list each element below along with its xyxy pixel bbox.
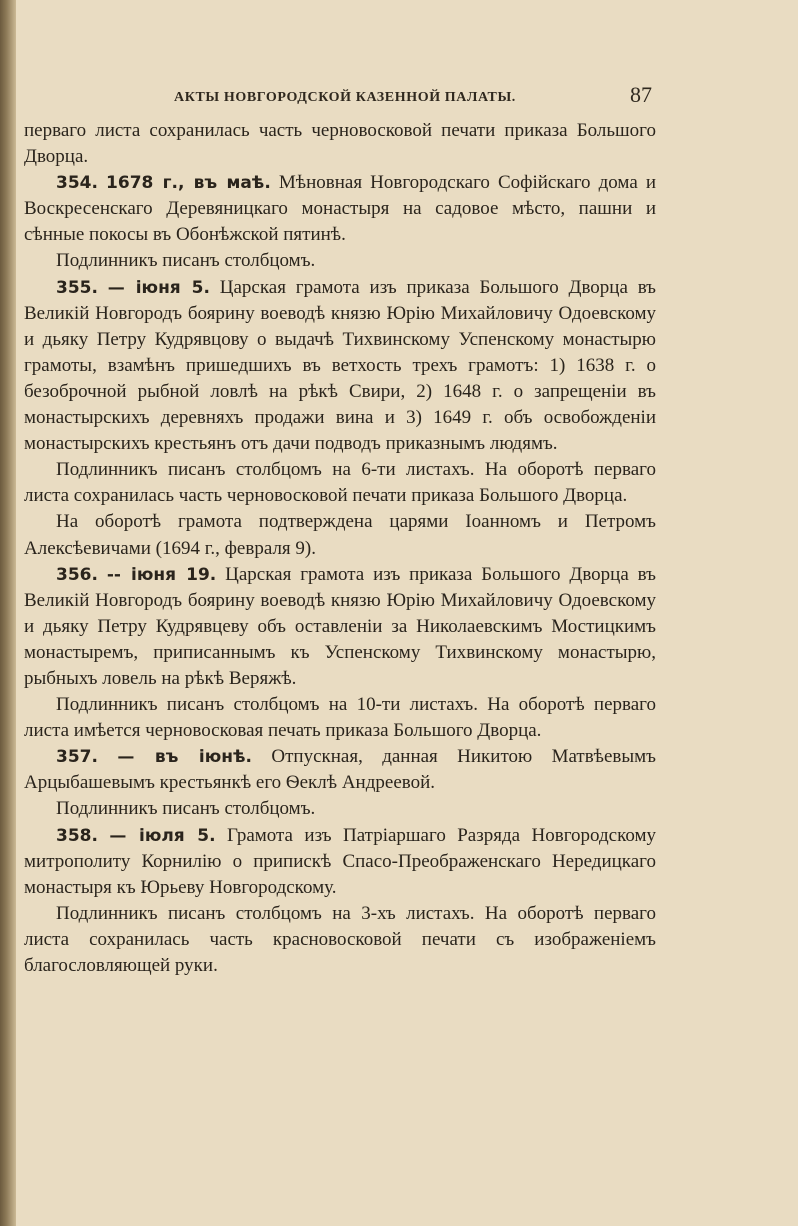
paragraph [24, 901, 656, 979]
entry-text: Грамота изъ Патріаршаго Разряда Новгородскому митрополиту Корнилію о припискѣ Спасо-Преображенскаго Нередицкаго монастыря къ Юрьеву Новгородскому. [24, 824, 657, 898]
page-number: 87 [630, 82, 652, 107]
entry-358 [24, 823, 656, 901]
entry-354 [24, 170, 656, 248]
paragraph [24, 457, 656, 509]
paragraph-text: Подлинникъ писанъ столбцомъ на 10-ти листахъ. На оборотѣ перваго листа имѣется черновосковая печать приказа Большого Дворца. [24, 694, 656, 742]
entry-date: — въ іюнѣ. [117, 747, 252, 768]
paragraph [24, 248, 656, 274]
paragraph-text: На оборотѣ грамота подтверждена царями Іоанномъ и Петромъ Алексѣевичами (1694 г., февраля 9). [24, 511, 656, 559]
book-page [24, 78, 656, 979]
entry-number: 357. [56, 747, 98, 768]
entry-357 [24, 744, 656, 796]
paragraph [24, 796, 656, 822]
paragraph [24, 509, 656, 561]
entry-text: Отпускная, данная Никитою Матвѣевымъ Арцыбашевымъ крестьянкѣ его Ѳеклѣ Андреевой. [24, 746, 657, 794]
paragraph-text: перваго листа сохранилась часть черновосковой печати приказа Большого Дворца. [24, 120, 656, 168]
entry-356 [24, 562, 656, 692]
entry-text: Царская грамота изъ приказа Большого Дворца въ Великій Новгородъ боярину воеводѣ князю Юрію Михайловичу Одоевскому и дьяку Петру Кудрявцеву объ оставленіи за Николаевскимъ Мостицкимъ монастыремъ, приписаннымъ къ Успенскому Тихвинскому монастырю, рыбныхъ ловель на рѣкѣ Веряжѣ. [24, 563, 656, 689]
entry-text: Царская грамота изъ приказа Большого Дворца въ Великій Новгородъ боярину воеводѣ князю Юрію Михайловичу Одоевскому и дьяку Петру Кудрявцову о выдачѣ Тихвинскому Успенскому монастырю грамоты, взамѣнъ пришедшихъ въ ветхость трехъ грамотъ: 1) 1638 г. о безоброчной рыбной ловлѣ на рѣкѣ Свири, 2) 1648 г. о запрещеніи въ монастырскихъ деревняхъ продажи вина и 3) 1649 г. объ освобожденіи монастырскихъ крестьянъ отъ дачи подводъ приказнымъ людямъ. [24, 276, 657, 455]
entry-355 [24, 275, 656, 458]
entry-number: 356. [56, 564, 98, 585]
entry-text: Мѣновная Новгородскаго Софійскаго дома и Воскресенскаго Деревяницкаго монастыря на садовое мѣсто, пашни и сѣнные покосы въ Обонѣжской пятинѣ. [24, 172, 657, 246]
book-spine-shadow [0, 0, 16, 1226]
entry-date: — іюля 5. [109, 825, 216, 846]
entry-number: 355. [56, 277, 98, 298]
paragraph-text: Подлинникъ писанъ столбцомъ на 3-хъ листахъ. На оборотѣ перваго листа сохранилась часть красновосковой печати съ изображеніемъ благословляющей руки. [24, 902, 656, 976]
entry-date: 1678 г., въ маѣ. [106, 173, 271, 194]
paragraph-text: Подлинникъ писанъ столбцомъ. [56, 250, 316, 272]
paragraph-text: Подлинникъ писанъ столбцомъ на 6-ти листахъ. На оборотѣ перваго листа сохранилась часть черновосковой печати приказа Большого Дворца. [24, 459, 656, 507]
running-header [24, 78, 656, 118]
entry-date: — іюня 5. [107, 277, 210, 298]
entry-number: 354. [56, 173, 98, 194]
page-body [24, 118, 656, 979]
paragraph [24, 118, 656, 170]
entry-date: -- іюня 19. [106, 564, 217, 585]
entry-number: 358. [56, 825, 98, 846]
paragraph [24, 692, 656, 744]
paragraph-text: Подлинникъ писанъ столбцомъ. [56, 798, 316, 820]
running-title: АКТЫ НОВГОРОДСКОЙ КАЗЕННОЙ ПАЛАТЫ. [174, 90, 516, 105]
